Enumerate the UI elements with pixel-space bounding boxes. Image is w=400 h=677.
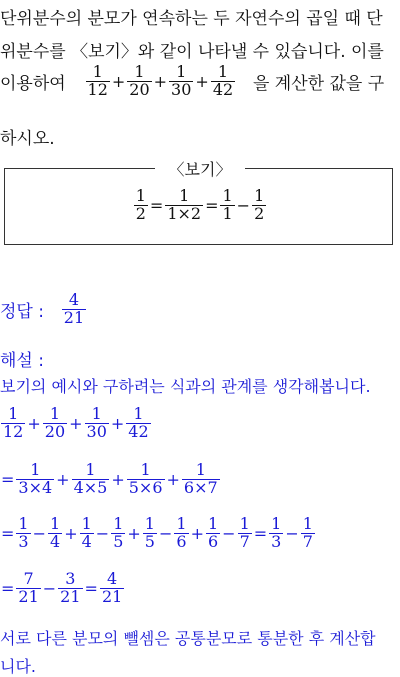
solution-outro-1: 서로 다른 분모의 뺄셈은 공통분모로 통분한 후 계산합 [0, 629, 376, 648]
equals-sign: = [149, 195, 164, 215]
example-title: 〈보기〉 [0, 157, 400, 180]
solution-outro-2: 니다. [0, 657, 36, 676]
fraction: $\frac{1}{30}$ [171, 62, 192, 99]
equals-sign: = [205, 195, 219, 215]
fraction: $\frac{1}{1\times 2}$ [167, 186, 202, 223]
solution-step-2: = $\frac{1}{3\times 4}$ + $\frac{1}{4\times 5}$ + $\frac{1}{5\times 6}$ + $\frac{1}{6\times 7}$ [1, 460, 218, 497]
answer-fraction: $\frac{4}{21}$ [63, 290, 85, 327]
answer-line [0, 292, 87, 327]
solution-label: 해설 : [0, 351, 44, 371]
fraction: $\frac{1}{20}$ [129, 62, 150, 99]
problem-line-3 [0, 64, 384, 99]
problem-line-2: 위분수를 〈보기〉와 같이 나타낼 수 있습니다. 이를 [0, 42, 384, 62]
fraction: $\frac{1}{1}$ [222, 186, 233, 223]
problem-text: 이용하여 [0, 73, 66, 94]
minus-sign: − [236, 195, 251, 215]
solution-step-1: $\frac{1}{12}$ + $\frac{1}{20}$ + $\frac{1}{30}$ + $\frac{1}{42}$ [3, 404, 149, 441]
solution-step-4: = $\frac{7}{21}$ − $\frac{3}{21}$ = $\frac{4}{21}$ [1, 569, 123, 606]
problem-line-1: 단위분수의 분모가 연속하는 두 자연수의 곱일 때 단 [0, 9, 383, 29]
answer-label: 정답 : [0, 301, 44, 322]
fraction: $\frac{1}{42}$ [212, 62, 234, 99]
solution-intro: 보기의 예시와 구하려는 식과의 관계를 생각해봅니다. [0, 377, 371, 396]
fraction: $\frac{1}{2}$ [254, 186, 265, 223]
problem-line-4: 하시오. [0, 129, 55, 149]
plus-sign: + [195, 71, 209, 91]
solution-step-3: = $\frac{1}{3}$ − $\frac{1}{4}$ + $\frac{1}{4}$ − $\frac{1}{5}$ + $\frac{1}{5}$ − $\frac{1}{6}$ + $\frac{1}{6}$ − $\frac{1}{7}$ = $\frac{1}{3}$ − $\frac{1}{7}$ [1, 514, 313, 551]
fraction: $\frac{1}{12}$ [87, 62, 108, 99]
problem-text: 을 계산한 값을 구 [252, 73, 385, 94]
fraction: $\frac{1}{2}$ [135, 186, 146, 223]
plus-sign: + [153, 71, 168, 91]
plus-sign: + [111, 71, 126, 91]
example-equation [0, 188, 400, 223]
